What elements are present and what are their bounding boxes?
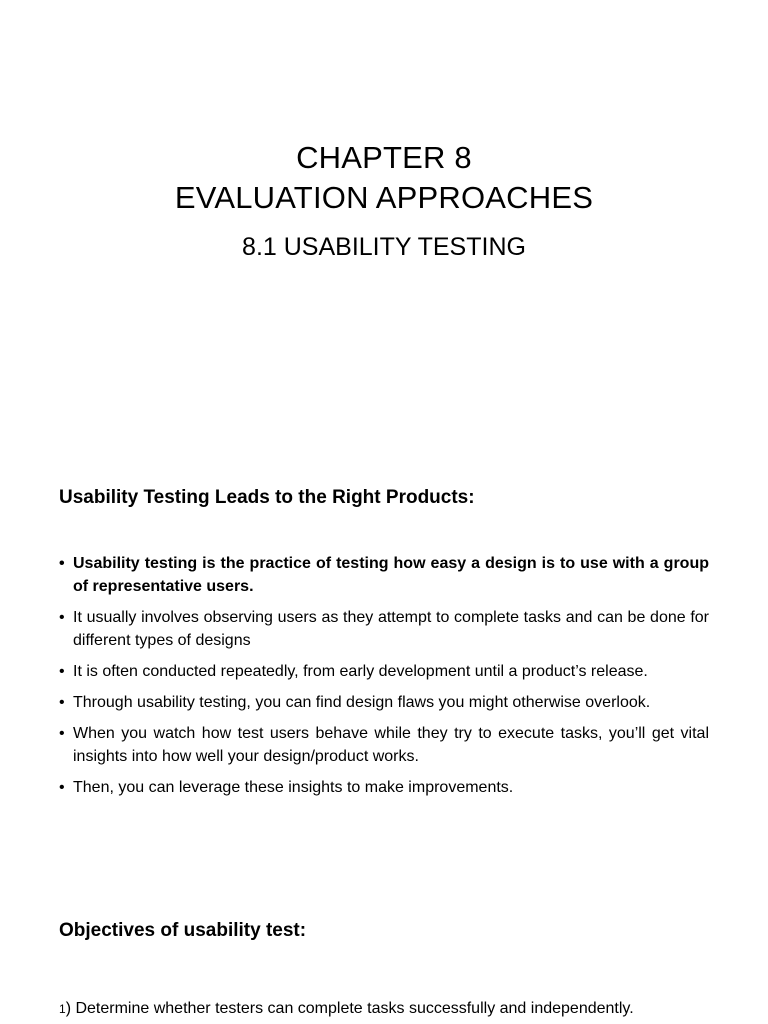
bullet-text: Through usability testing, you can find design flaws you might otherwise overlook. bbox=[73, 694, 651, 711]
bullet-icon: • bbox=[59, 555, 65, 572]
bullet-item bbox=[59, 660, 709, 683]
bullet-item bbox=[59, 606, 709, 652]
objective-text: ) Determine whether testers can complete tasks successfully and independently. bbox=[65, 1000, 634, 1017]
chapter-name: EVALUATION APPROACHES bbox=[174, 180, 594, 215]
chapter-title bbox=[0, 138, 768, 218]
section-title: 8.1 USABILITY TESTING bbox=[242, 233, 526, 261]
chapter-number: CHAPTER 8 bbox=[296, 140, 472, 175]
bullet-text: It usually involves observing users as they attempt to complete tasks and can be done for different types of designs bbox=[73, 609, 709, 649]
bullet-text: When you watch how test users behave while they try to execute tasks, you’ll get vital insights into how well your design/product works. bbox=[73, 725, 709, 765]
bullet-item bbox=[59, 722, 709, 768]
heading-leads: Usability Testing Leads to the Right Products: bbox=[59, 487, 475, 508]
bullet-item bbox=[59, 691, 709, 714]
bullet-item bbox=[59, 552, 709, 598]
objective-number: 1 bbox=[59, 1002, 66, 1016]
bullet-text: It is often conducted repeatedly, from early development until a product’s release. bbox=[73, 663, 648, 680]
heading-objectives: Objectives of usability test: bbox=[59, 920, 307, 941]
bullet-icon: • bbox=[59, 663, 65, 680]
bullet-icon: • bbox=[59, 725, 65, 742]
bullet-text: Then, you can leverage these insights to make improvements. bbox=[73, 779, 514, 796]
bullet-icon: • bbox=[59, 609, 65, 626]
bullet-list bbox=[59, 552, 709, 807]
bullet-icon: • bbox=[59, 694, 65, 711]
bullet-text: Usability testing is the practice of testing how easy a design is to use with a group of representative users. bbox=[73, 555, 709, 595]
objective-item bbox=[59, 997, 634, 1021]
bullet-item bbox=[59, 776, 709, 799]
bullet-icon: • bbox=[59, 779, 65, 796]
